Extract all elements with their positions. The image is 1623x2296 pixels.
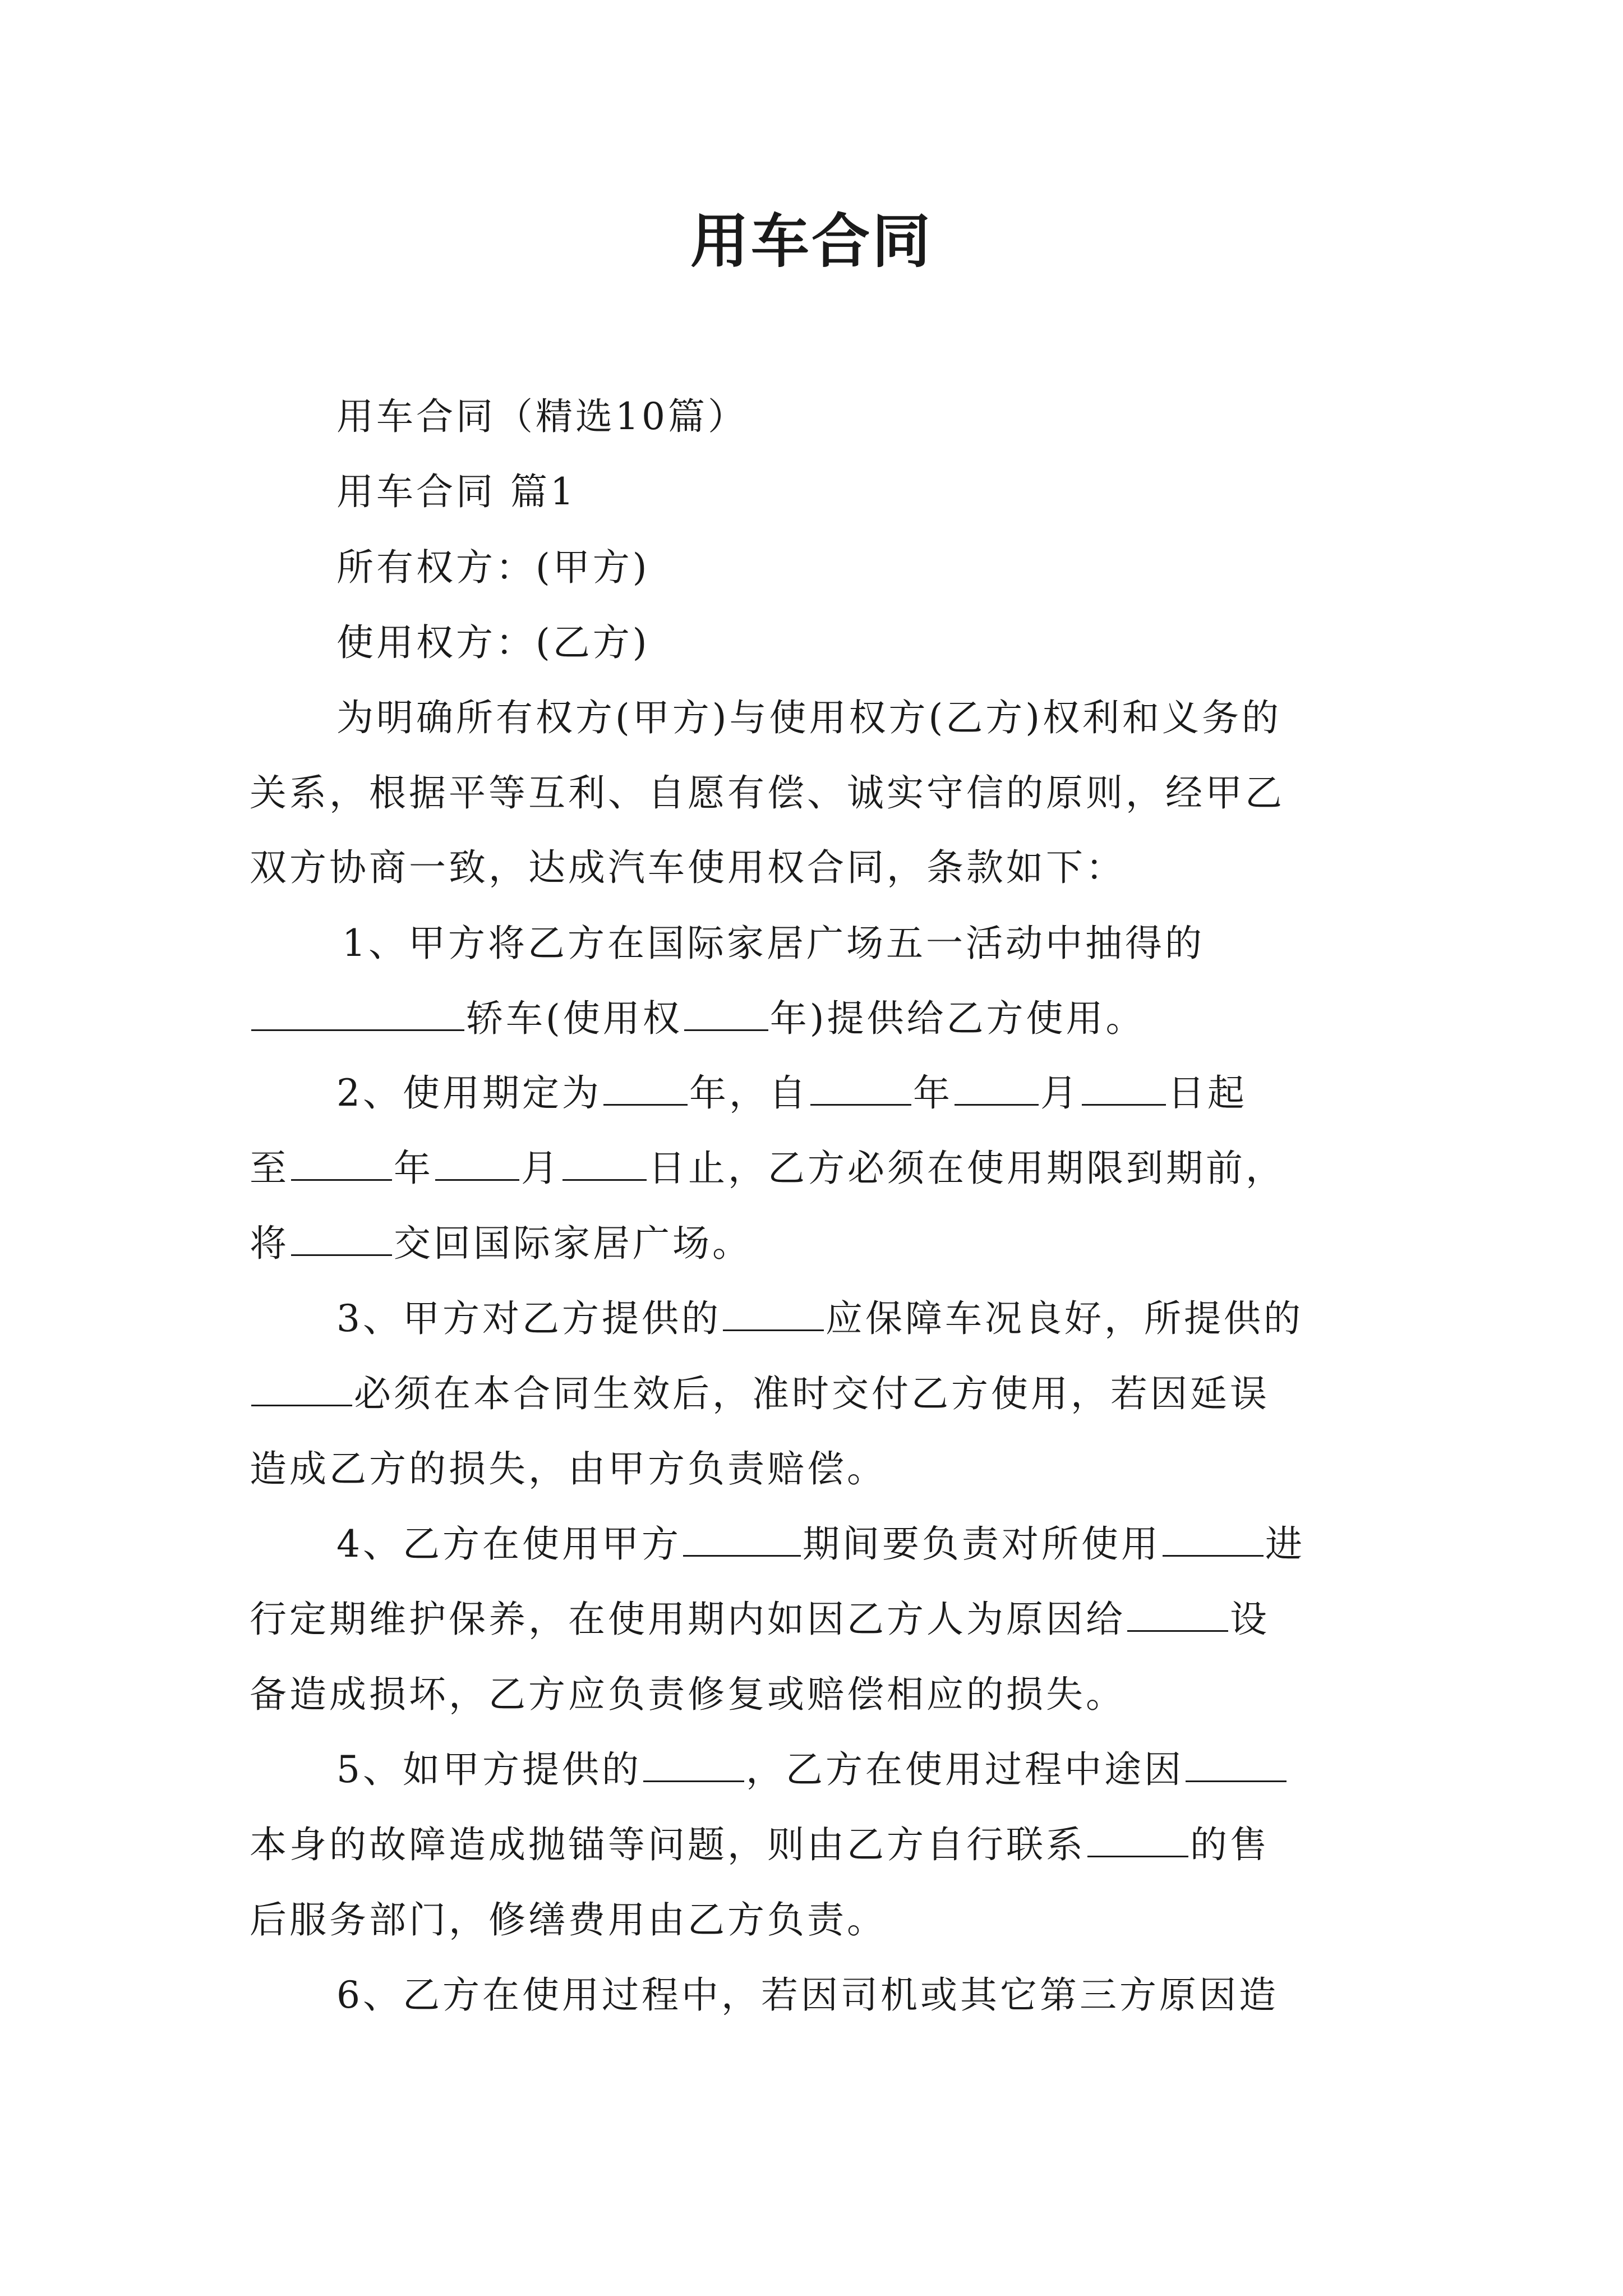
clause-5-line-2 [250,1817,1394,1873]
clause-text: 年 [394,1147,434,1190]
clause-4-line-1 [336,1516,1481,1572]
clause-2-line-2 [250,1140,1394,1197]
clause-text: 将 [250,1222,289,1265]
blank-field [251,999,464,1031]
clause-text: 进 [1265,1522,1305,1566]
clause-5-line-1 [336,1742,1481,1798]
clause-text: 应保障车况良好，所提供的 [826,1297,1303,1340]
clause-4-line-2 [250,1591,1394,1648]
blank-field [435,1149,519,1181]
blank-field [1087,1825,1188,1857]
blank-field [562,1149,647,1181]
clause-text: 3、甲方对乙方提供的 [336,1297,721,1340]
clause-1-line-2 [250,991,1394,1047]
section-heading: 用车合同 篇1 [336,470,577,513]
clause-text: 的售 [1190,1823,1270,1866]
clause-text: 4、乙方在使用甲方 [336,1522,681,1566]
user-party-line: 使用权方：(乙方) [336,621,650,664]
blank-field [683,1525,801,1557]
intro-line-2: 关系，根据平等互利、自愿有偿、诚实守信的原则，经甲乙 [250,771,1285,815]
blank-field [1163,1525,1264,1557]
clause-2-line-1 [336,1065,1481,1121]
clause-4-line-3: 备造成损坏，乙方应负责修复或赔偿相应的损失。 [250,1673,1126,1716]
clause-text: 年)提供给乙方使用。 [769,997,1146,1040]
clause-5-line-3: 后服务部门，修缮费用由乙方负责。 [250,1898,887,1941]
clause-text: 5、如甲方提供的 [336,1748,642,1791]
clause-text: 月 [521,1147,561,1190]
clause-text: 日止，乙方必须在使用期限到期前， [648,1147,1285,1190]
clause-text: 月 [1040,1071,1080,1115]
owner-party-line: 所有权方：(甲方) [336,546,650,589]
clause-2-line-3 [250,1216,1394,1272]
blank-field [684,999,768,1031]
blank-field [955,1074,1039,1106]
clause-text: 必须在本合同生效后，准时交付乙方使用，若因延误 [354,1372,1270,1415]
blank-field [723,1299,824,1331]
blank-field [1127,1600,1228,1632]
blank-field [291,1149,392,1181]
clause-text: 期间要负责对所使用 [803,1522,1161,1566]
intro-line-3: 双方协商一致，达成汽车使用权合同，条款如下： [250,846,1126,889]
blank-field [603,1074,688,1106]
blank-field [251,1374,352,1406]
blank-field [291,1224,392,1256]
clause-text: 行定期维护保养，在使用期内如因乙方人为原因给 [250,1598,1126,1641]
document-title: 用车合同 [690,206,933,275]
clause-text: 至 [250,1147,289,1190]
clause-3-line-3: 造成乙方的损失，由甲方负责赔偿。 [250,1447,887,1490]
blank-field [810,1074,911,1106]
clause-text: 轿车(使用权 [466,997,683,1040]
clause-6-line-1: 6、乙方在使用过程中，若因司机或其它第三方原因造 [336,1973,1279,2017]
clause-text: ，乙方在使用过程中途因 [746,1748,1184,1791]
clause-3-line-1 [336,1291,1481,1347]
clause-3-line-2 [250,1366,1394,1422]
blank-field [1186,1750,1287,1782]
blank-field [643,1750,744,1782]
clause-text: 年 [913,1071,953,1115]
clause-text: 设 [1230,1598,1270,1641]
blank-field [1082,1074,1166,1106]
clause-text: 年，自 [689,1071,809,1115]
clause-text: 本身的故障造成抛锚等问题，则由乙方自行联系 [250,1823,1086,1866]
clause-text: 交回国际家居广场。 [394,1222,752,1265]
clause-1-line-1: 1、甲方将乙方在国际家居广场五一活动中抽得的 [342,922,1205,965]
clause-text: 2、使用期定为 [336,1071,602,1115]
intro-line-1: 为明确所有权方(甲方)与使用权方(乙方)权利和义务的 [336,696,1281,739]
clause-text: 日起 [1168,1071,1247,1115]
subtitle: 用车合同（精选10篇） [336,395,748,438]
